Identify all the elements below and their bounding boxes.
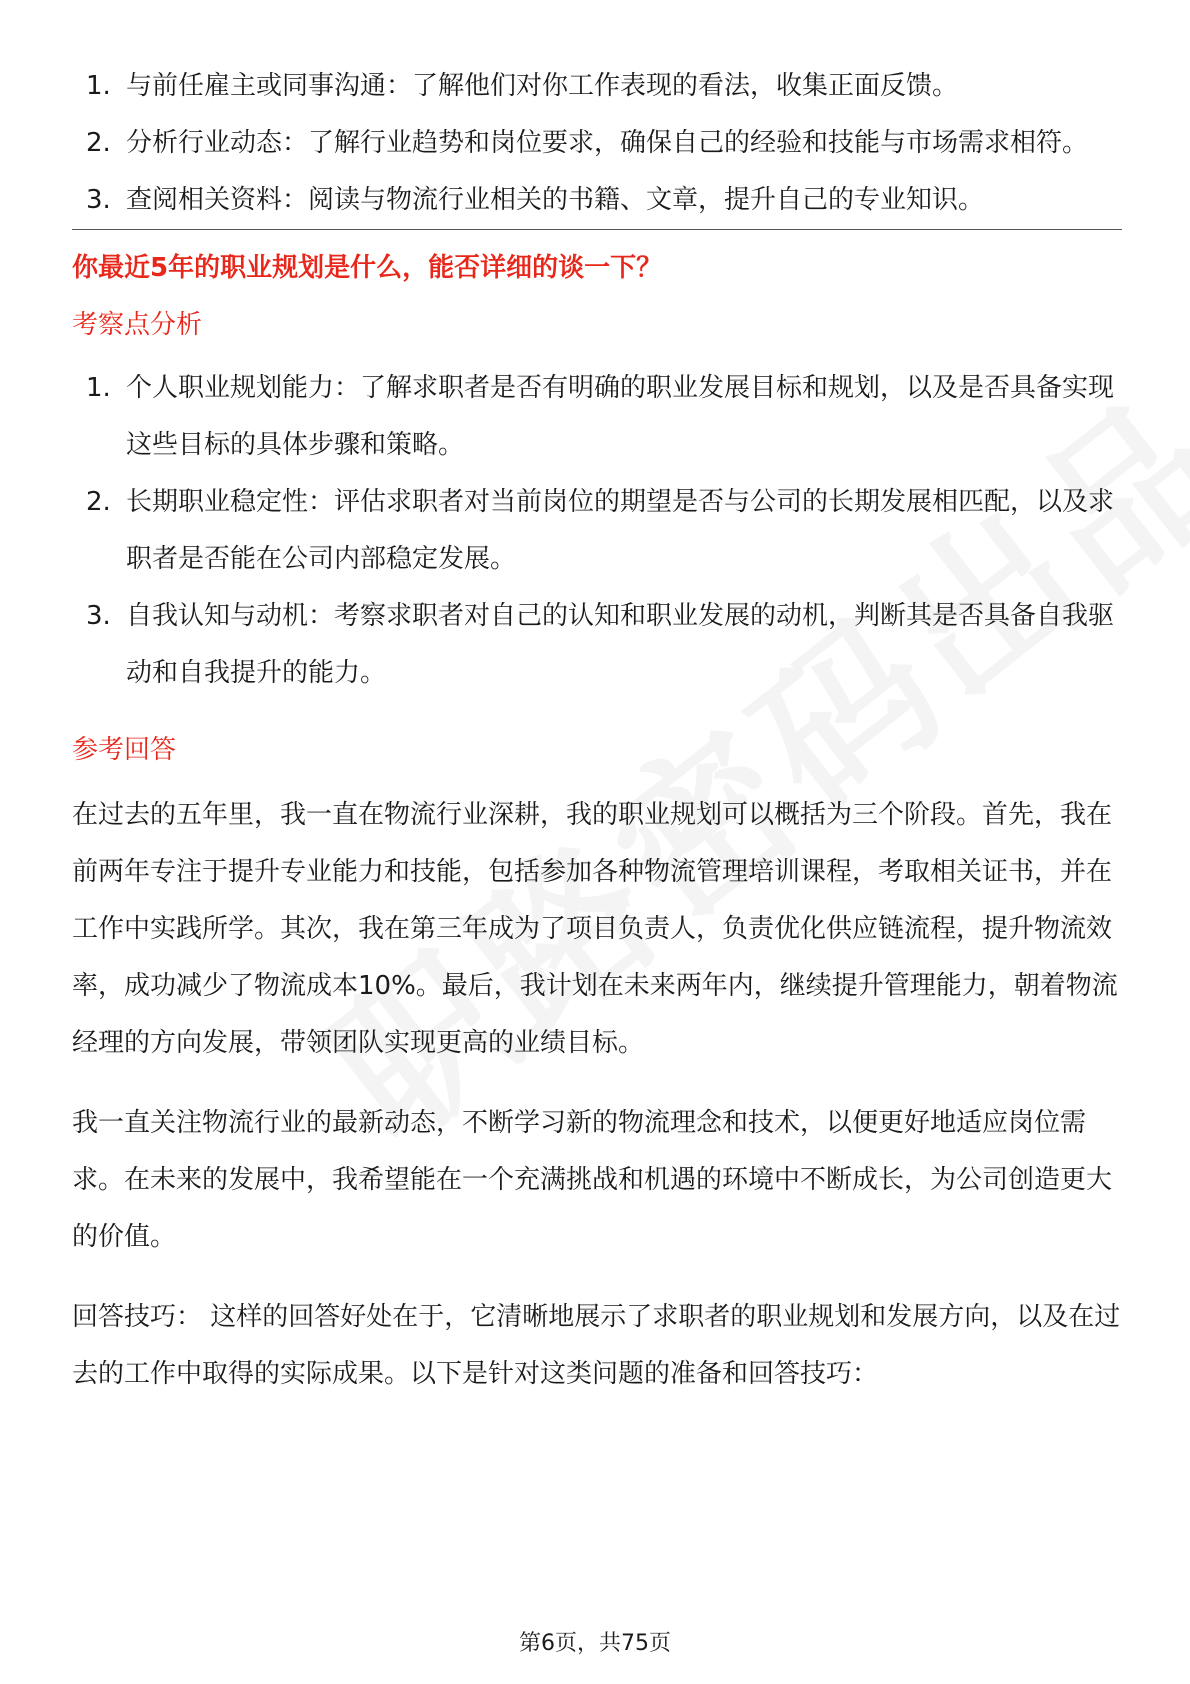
list-number: 1. (86, 71, 111, 101)
list-item (72, 115, 1122, 172)
list-item (72, 588, 1122, 702)
answer-tips-paragraph: 回答技巧： 这样的回答好处在于，它清晰地展示了求职者的职业规划和发展方向，以及在过去的工作中取得的实际成果。以下是针对这类问题的准备和回答技巧： (72, 1302, 1121, 1389)
answer-paragraph: 我一直关注物流行业的最新动态，不断学习新的物流理念和技术，以便更好地适应岗位需求。在未来的发展中，我希望能在一个充满挑战和机遇的环境中不断成长，为公司创造更大的价值。 (72, 1108, 1113, 1252)
page-footer: 第6页，共75页 (519, 1631, 671, 1656)
list-text: 长期职业稳定性：评估求职者对当前岗位的期望是否与公司的长期发展相匹配，以及求职者是否能在公司内部稳定发展。 (126, 487, 1115, 574)
list-number: 2. (86, 128, 111, 158)
list-item (72, 474, 1122, 588)
list-number: 3. (86, 601, 111, 631)
list-number: 3. (86, 185, 111, 215)
list-item (72, 360, 1122, 474)
list-text: 与前任雇主或同事沟通：了解他们对你工作表现的看法，收集正面反馈。 (126, 71, 959, 101)
answer-heading: 参考回答 (72, 735, 177, 765)
question-heading: 你最近5年的职业规划是什么，能否详细的谈一下？ (72, 253, 663, 283)
list-number: 1. (86, 373, 111, 403)
list-item (72, 58, 1122, 115)
list-text: 查阅相关资料：阅读与物流行业相关的书籍、文章，提升自己的专业知识。 (126, 185, 985, 215)
top-list (72, 58, 1122, 229)
analysis-list (72, 360, 1122, 702)
list-item (72, 172, 1122, 229)
section-divider (72, 229, 1122, 230)
list-text: 个人职业规划能力：了解求职者是否有明确的职业发展目标和规划，以及是否具备实现这些目标的具体步骤和策略。 (126, 373, 1115, 460)
page-content (72, 58, 1122, 1403)
list-number: 2. (86, 487, 111, 517)
list-text: 分析行业动态：了解行业趋势和岗位要求，确保自己的经验和技能与市场需求相符。 (126, 128, 1089, 158)
list-text: 自我认知与动机：考察求职者对自己的认知和职业发展的动机，判断其是否具备自我驱动和自我提升的能力。 (126, 601, 1115, 688)
analysis-heading: 考察点分析 (72, 310, 203, 340)
answer-paragraph: 在过去的五年里，我一直在物流行业深耕，我的职业规划可以概括为三个阶段。首先，我在前两年专注于提升专业能力和技能，包括参加各种物流管理培训课程，考取相关证书，并在工作中实践所学。其次，我在第三年成为了项目负责人，负责优化供应链流程，提升物流效率，成功减少了物流成本10%。最后，我计划在未来两年内，继续提升管理能力，朝着物流经理的方向发展，带领团队实现更高的业绩目标。 (72, 800, 1118, 1058)
